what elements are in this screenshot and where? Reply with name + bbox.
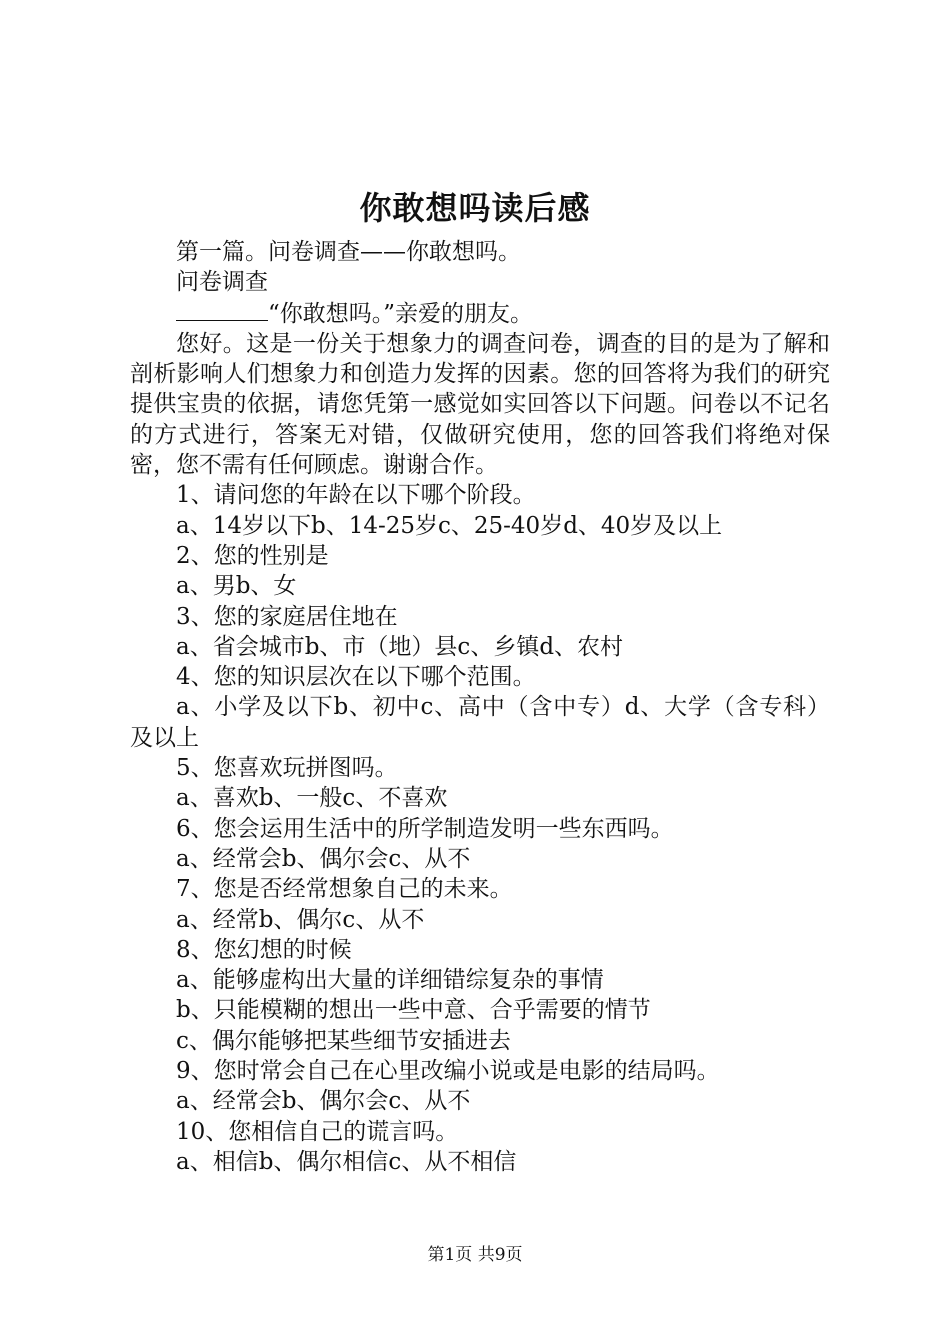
answer-option-8b: b、只能模糊的想出一些中意、合乎需要的情节 xyxy=(176,997,651,1024)
question-3: 3、您的家庭居住地在 xyxy=(176,603,398,630)
answer-options-7: a、经常b、偶尔c、从不 xyxy=(176,906,425,933)
question-4: 4、您的知识层次在以下哪个范围。 xyxy=(176,664,536,691)
answer-option-8a: a、能够虚构出大量的详细错综复杂的事情 xyxy=(176,967,604,994)
survey-greeting xyxy=(130,298,830,329)
answer-options-10: a、相信b、偶尔相信c、从不相信 xyxy=(176,1148,517,1175)
question-5: 5、您喜欢玩拼图吗。 xyxy=(176,755,398,782)
survey-greeting-text: “你敢想吗。”亲爱的朋友。 xyxy=(268,300,534,327)
answer-options-6: a、经常会b、偶尔会c、从不 xyxy=(176,845,471,872)
survey-intro: 您好。这是一份关于想象力的调查问卷，调查的目的是为了解和剖析影响人们想象力和创造力发挥的因素。您的回答将为我们的研究提供宝贵的依据，请您凭第一感觉如实回答以下问题。问卷以不记名的方式进行，答案无对错，仅做研究使用，您的回答我们将绝对保密，您不需有任何顾虑。谢谢合作。 xyxy=(130,330,830,479)
page-total: 共9页 xyxy=(477,1245,523,1265)
question-10: 10、您相信自己的谎言吗。 xyxy=(176,1118,459,1145)
blank-line xyxy=(176,298,268,321)
section-heading: 第一篇。问卷调查——你敢想吗。 xyxy=(176,239,521,265)
document-body xyxy=(130,237,830,1177)
survey-heading: 问卷调查 xyxy=(176,269,268,296)
page-number: 第1页 xyxy=(427,1245,473,1265)
question-9: 9、您时常会自己在心里改编小说或是电影的结局吗。 xyxy=(176,1058,720,1085)
question-7: 7、您是否经常想象自己的未来。 xyxy=(176,876,513,903)
question-6: 6、您会运用生活中的所学制造发明一些东西吗。 xyxy=(176,815,674,842)
answer-options-1: a、14岁以下b、14-25岁c、25-40岁d、40岁及以上 xyxy=(176,512,723,539)
answer-option-8c: c、偶尔能够把某些细节安插进去 xyxy=(176,1027,511,1054)
answer-options-4: a、小学及以下b、初中c、高中（含中专）d、大学（含专科）及以上 xyxy=(130,694,830,751)
answer-options-5: a、喜欢b、一般c、不喜欢 xyxy=(176,785,448,812)
question-1: 1、请问您的年龄在以下哪个阶段。 xyxy=(176,482,536,509)
document-title: 你敢想吗读后感 xyxy=(359,189,591,227)
answer-options-9: a、经常会b、偶尔会c、从不 xyxy=(176,1088,471,1115)
answer-options-3: a、省会城市b、市（地）县c、乡镇d、农村 xyxy=(176,633,624,660)
page-footer xyxy=(0,1243,950,1267)
answer-options-2: a、男b、女 xyxy=(176,573,297,600)
question-8: 8、您幻想的时候 xyxy=(176,936,352,963)
question-2: 2、您的性别是 xyxy=(176,542,329,569)
